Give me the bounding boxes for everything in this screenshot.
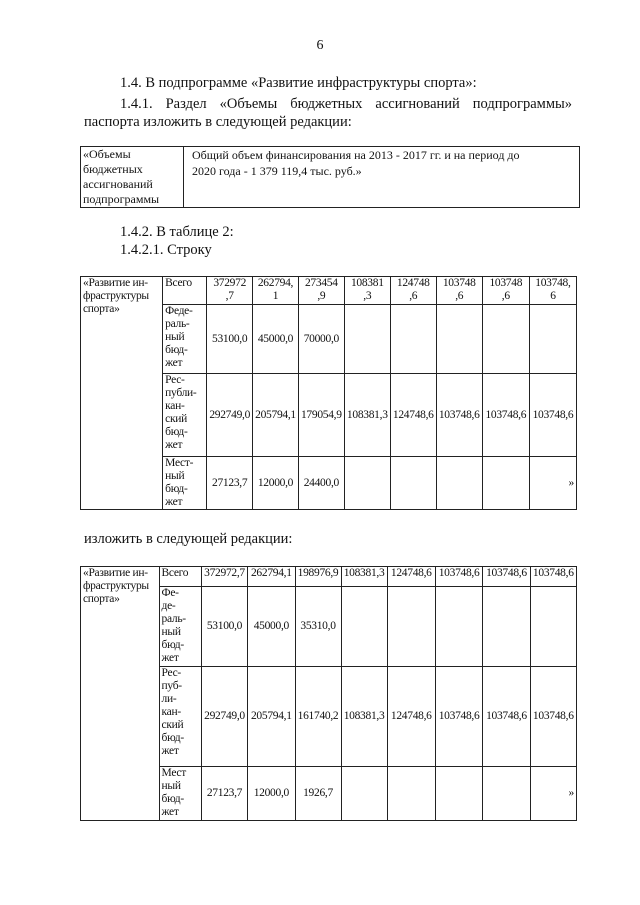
value-text: 262794, bbox=[257, 277, 294, 289]
funding-source-line: жет bbox=[165, 496, 183, 508]
value-cell bbox=[387, 767, 435, 821]
value-text: 6 bbox=[550, 290, 556, 302]
value-cell bbox=[435, 767, 482, 821]
value-cell bbox=[295, 667, 341, 767]
value-text: 205794,1 bbox=[250, 710, 292, 722]
value-text: 12000,0 bbox=[257, 476, 294, 489]
paragraph-passport: паспорта изложить в следующей редакции: bbox=[84, 114, 352, 130]
value-text: 103748,6 bbox=[486, 710, 527, 722]
value-text: 45000,0 bbox=[257, 332, 294, 345]
value-text: 108381 bbox=[350, 277, 384, 289]
funding-source-line: де- bbox=[161, 600, 176, 612]
paragraph-new-edition: изложить в следующей редакции: bbox=[84, 531, 293, 547]
value-text: 124748,6 bbox=[390, 567, 432, 579]
funding-source-line: Фе- bbox=[161, 587, 179, 599]
funding-source-line: бюд- bbox=[161, 639, 184, 651]
subprogram-title-cell bbox=[81, 277, 163, 510]
value-text: 292749,0 bbox=[209, 408, 251, 421]
funding-source-cell bbox=[159, 667, 201, 767]
funding-source-line: Рес- bbox=[165, 374, 185, 386]
value-text: 103748 bbox=[489, 277, 523, 289]
value-cell bbox=[529, 374, 576, 457]
value-text: 103748,6 bbox=[438, 567, 480, 579]
page-number: 6 bbox=[316, 38, 324, 53]
value-text: 103748, bbox=[535, 277, 571, 289]
value-text: 292749,0 bbox=[204, 710, 245, 722]
value-text: ,3 bbox=[363, 290, 372, 302]
funding-source-line: публи- bbox=[165, 387, 197, 399]
value-text: 273454 bbox=[304, 277, 338, 289]
value-text: 198976,9 bbox=[297, 567, 339, 579]
value-text: 103748,6 bbox=[532, 710, 574, 722]
funding-source-line: ный bbox=[161, 780, 181, 792]
value-text: 1 bbox=[272, 290, 279, 302]
value-cell bbox=[298, 457, 344, 510]
funding-source-line: Мест- bbox=[165, 457, 194, 469]
subprogram-title-line: «Развитие ин- bbox=[83, 567, 148, 579]
value-text: 108381,3 bbox=[343, 710, 385, 722]
passport-label-cell bbox=[81, 147, 184, 208]
old-budget-table bbox=[80, 276, 577, 510]
funding-source-line: Феде- bbox=[165, 305, 193, 317]
value-cell bbox=[207, 374, 253, 457]
paragraph-1-4-2: 1.4.2. В таблице 2: bbox=[120, 224, 234, 240]
subprogram-title-line: фраструктуры bbox=[83, 580, 149, 592]
passport-text-line: Общий объем финансирования на 2013 - 2017 гг. и на период до bbox=[192, 148, 520, 162]
funding-source-line: раль- bbox=[161, 613, 186, 625]
funding-source-line: бюд- bbox=[165, 344, 188, 356]
funding-source-line: ный bbox=[165, 470, 185, 482]
value-cell bbox=[341, 567, 387, 587]
value-text: 205794,1 bbox=[255, 408, 296, 421]
value-cell bbox=[248, 567, 295, 587]
value-cell bbox=[529, 305, 576, 374]
paragraph-1-4-1: 1.4.1. Раздел «Объемы бюджетных ассигнований подпрограммы» bbox=[120, 96, 572, 112]
funding-source-line: жет bbox=[161, 652, 179, 664]
funding-source-line: жет bbox=[161, 806, 179, 818]
value-cell bbox=[295, 587, 341, 667]
funding-source-line: ный bbox=[161, 626, 181, 638]
value-text: 179054,9 bbox=[300, 408, 342, 421]
value-cell bbox=[253, 374, 299, 457]
funding-source-line: ный bbox=[165, 331, 185, 343]
value-cell bbox=[248, 667, 295, 767]
funding-source-cell bbox=[163, 374, 207, 457]
value-cell bbox=[483, 767, 530, 821]
value-text: 103748,6 bbox=[485, 408, 527, 421]
value-cell bbox=[482, 374, 529, 457]
value-cell bbox=[201, 567, 247, 587]
value-cell bbox=[436, 374, 482, 457]
table-row bbox=[81, 277, 577, 305]
funding-source-line: Всего bbox=[165, 277, 192, 289]
value-cell bbox=[344, 277, 390, 305]
value-cell bbox=[482, 305, 529, 374]
subprogram-title-line: спорта» bbox=[83, 593, 120, 605]
funding-source-line: Мест bbox=[161, 767, 186, 779]
funding-source-line: Всего bbox=[161, 567, 189, 579]
passport-text-line: 2020 года - 1 379 119,4 тыс. руб.» bbox=[192, 164, 362, 178]
value-text: 45000,0 bbox=[253, 620, 289, 632]
funding-source-cell bbox=[159, 587, 201, 667]
value-cell bbox=[295, 767, 341, 821]
value-cell bbox=[298, 305, 344, 374]
value-cell bbox=[436, 277, 482, 305]
value-cell bbox=[295, 567, 341, 587]
passport-label-line: ассигнований bbox=[83, 177, 153, 191]
funding-source-cell bbox=[163, 457, 207, 510]
funding-source-line: Рес- bbox=[161, 667, 181, 679]
value-cell bbox=[387, 667, 435, 767]
value-cell bbox=[483, 567, 530, 587]
funding-source-line: кан- bbox=[161, 706, 181, 718]
subprogram-title-line: «Развитие ин- bbox=[83, 277, 148, 289]
value-text: 124748 bbox=[396, 277, 430, 289]
value-text: 124748,6 bbox=[390, 710, 432, 722]
value-cell bbox=[341, 767, 387, 821]
value-text: 103748,6 bbox=[532, 408, 574, 421]
passport-table bbox=[80, 146, 580, 208]
value-text: ,6 bbox=[455, 290, 464, 302]
value-text: 70000,0 bbox=[303, 332, 339, 345]
value-cell bbox=[201, 767, 247, 821]
value-cell bbox=[390, 305, 436, 374]
value-text: 27123,7 bbox=[206, 787, 243, 799]
value-cell bbox=[201, 667, 247, 767]
value-cell bbox=[201, 587, 247, 667]
funding-source-cell bbox=[159, 767, 201, 821]
value-cell bbox=[390, 374, 436, 457]
funding-source-line: пуб- bbox=[161, 680, 182, 692]
value-cell bbox=[482, 457, 529, 510]
value-cell bbox=[248, 587, 295, 667]
value-text: ,6 bbox=[501, 290, 510, 302]
funding-source-line: кан- bbox=[165, 400, 185, 412]
value-cell bbox=[483, 587, 530, 667]
value-text: 27123,7 bbox=[212, 476, 248, 489]
subprogram-title-line: спорта» bbox=[83, 303, 120, 315]
funding-source-line: ли- bbox=[161, 693, 177, 705]
value-cell bbox=[207, 457, 253, 510]
funding-source-cell bbox=[163, 277, 207, 305]
passport-text-cell bbox=[184, 147, 580, 208]
value-cell bbox=[529, 277, 576, 305]
value-cell bbox=[344, 457, 390, 510]
value-cell bbox=[435, 667, 482, 767]
funding-source-line: бюд- bbox=[161, 732, 184, 744]
funding-source-line: бюд- bbox=[165, 426, 188, 438]
value-text: 103748,6 bbox=[532, 567, 574, 579]
value-text: » bbox=[568, 787, 574, 799]
passport-label-line: подпрограммы bbox=[83, 192, 160, 206]
value-cell bbox=[253, 457, 299, 510]
value-text: 103748 bbox=[442, 277, 476, 289]
value-cell bbox=[435, 567, 482, 587]
value-cell bbox=[436, 305, 482, 374]
value-cell bbox=[483, 667, 530, 767]
value-text: » bbox=[568, 476, 574, 489]
value-cell bbox=[207, 277, 253, 305]
value-cell bbox=[387, 567, 435, 587]
new-budget-table bbox=[80, 566, 577, 821]
value-cell bbox=[387, 587, 435, 667]
value-cell bbox=[530, 567, 576, 587]
value-text: ,7 bbox=[225, 290, 234, 302]
value-cell bbox=[435, 587, 482, 667]
value-cell bbox=[530, 767, 576, 821]
funding-source-line: жет bbox=[165, 357, 183, 369]
passport-label-line: «Объемы bbox=[83, 147, 131, 161]
value-cell bbox=[248, 767, 295, 821]
value-text: 262794,1 bbox=[250, 567, 292, 579]
value-cell bbox=[436, 457, 482, 510]
funding-source-line: ский bbox=[165, 413, 187, 425]
value-text: 372972 bbox=[213, 277, 247, 289]
subprogram-title-cell bbox=[81, 567, 160, 821]
paragraph-1-4: 1.4. В подпрограмме «Развитие инфраструктуры спорта»: bbox=[120, 75, 477, 91]
subprogram-title-line: фраструктуры bbox=[83, 290, 149, 302]
table-row bbox=[81, 567, 577, 587]
value-cell bbox=[344, 374, 390, 457]
value-cell bbox=[344, 305, 390, 374]
value-text: 53100,0 bbox=[212, 332, 248, 345]
funding-source-line: ский bbox=[161, 719, 184, 731]
value-text: ,9 bbox=[317, 290, 326, 302]
value-text: 108381,3 bbox=[346, 408, 388, 421]
value-cell bbox=[298, 277, 344, 305]
value-cell bbox=[298, 374, 344, 457]
funding-source-line: бюд- bbox=[165, 483, 188, 495]
value-text: 103748,6 bbox=[438, 408, 480, 421]
value-text: ,6 bbox=[409, 290, 418, 302]
value-cell bbox=[341, 667, 387, 767]
funding-source-line: бюд- bbox=[161, 793, 184, 805]
value-cell bbox=[341, 587, 387, 667]
value-cell bbox=[482, 277, 529, 305]
value-text: 108381,3 bbox=[343, 567, 385, 579]
value-cell bbox=[530, 667, 576, 767]
value-text: 124748,6 bbox=[392, 408, 434, 421]
value-text: 103748,6 bbox=[438, 710, 480, 722]
value-cell bbox=[390, 457, 436, 510]
value-cell bbox=[390, 277, 436, 305]
value-cell bbox=[530, 587, 576, 667]
value-cell bbox=[253, 305, 299, 374]
value-text: 12000,0 bbox=[253, 787, 289, 799]
value-cell bbox=[207, 305, 253, 374]
passport-label-line: бюджетных bbox=[83, 162, 143, 176]
value-text: 1926,7 bbox=[303, 787, 333, 799]
funding-source-cell bbox=[159, 567, 201, 587]
value-cell bbox=[253, 277, 299, 305]
paragraph-1-4-2-1: 1.4.2.1. Строку bbox=[120, 242, 212, 258]
value-cell bbox=[529, 457, 576, 510]
funding-source-line: жет bbox=[161, 745, 179, 757]
value-text: 161740,2 bbox=[297, 710, 339, 722]
value-text: 53100,0 bbox=[206, 620, 243, 632]
value-text: 372972,7 bbox=[204, 567, 245, 579]
funding-source-line: жет bbox=[165, 439, 183, 451]
value-text: 35310,0 bbox=[300, 620, 336, 632]
value-text: 24400,0 bbox=[303, 476, 339, 489]
value-text: 103748,6 bbox=[486, 567, 527, 579]
funding-source-line: раль- bbox=[165, 318, 190, 330]
funding-source-cell bbox=[163, 305, 207, 374]
